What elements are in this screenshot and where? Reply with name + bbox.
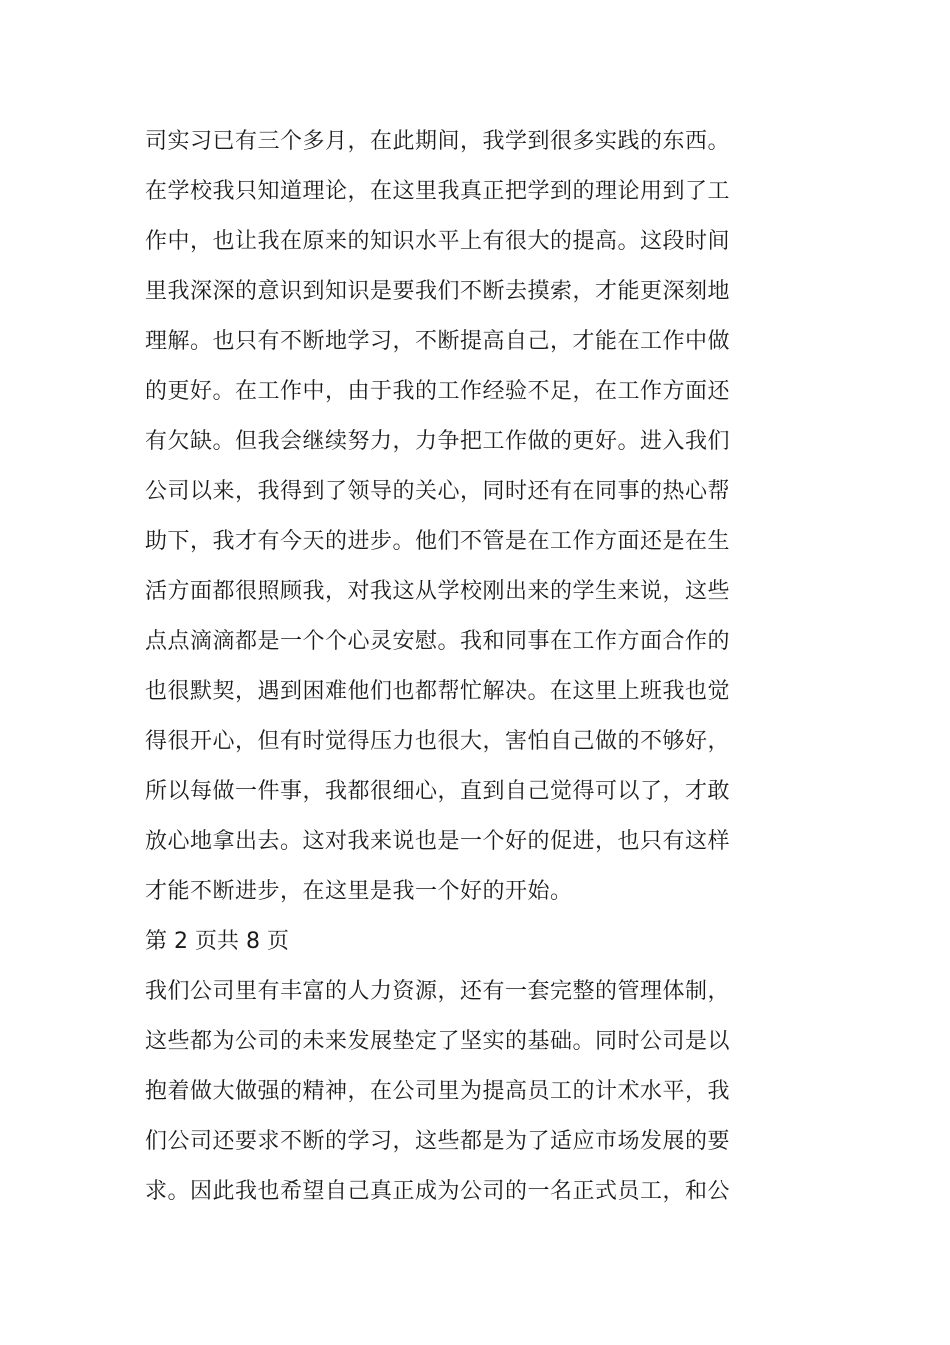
text-line: 得很开心，但有时觉得压力也很大，害怕自己做的不够好， [145, 729, 731, 754]
text-line: 点点滴滴都是一个个心灵安慰。我和同事在工作方面合作的 [145, 629, 731, 654]
text-line: 放心地拿出去。这对我来说也是一个好的促进，也只有这样 [145, 829, 731, 854]
text-line: 在学校我只知道理论，在这里我真正把学到的理论用到了工 [145, 179, 731, 204]
text-line: 抱着做大做强的精神，在公司里为提高员工的计术水平，我 [145, 1079, 731, 1104]
text-line: 的更好。在工作中，由于我的工作经验不足，在工作方面还 [145, 379, 731, 404]
text-line: 理解。也只有不断地学习，不断提高自己，才能在工作中做 [145, 329, 731, 354]
text-line: 才能不断进步，在这里是我一个好的开始。 [145, 879, 573, 904]
text-line: 们公司还要求不断的学习，这些都是为了适应市场发展的要 [145, 1129, 731, 1154]
page-indicator: 第 2 页共 8 页 [145, 929, 289, 954]
text-line: 里我深深的意识到知识是要我们不断去摸索，才能更深刻地 [145, 279, 731, 304]
text-line: 作中，也让我在原来的知识水平上有很大的提高。这段时间 [145, 229, 731, 254]
text-line: 有欠缺。但我会继续努力，力争把工作做的更好。进入我们 [145, 429, 731, 454]
text-line: 公司以来，我得到了领导的关心，同时还有在同事的热心帮 [145, 479, 731, 504]
text-line: 也很默契，遇到困难他们也都帮忙解决。在这里上班我也觉 [145, 679, 731, 704]
text-line: 活方面都很照顾我，对我这从学校刚出来的学生来说，这些 [145, 579, 731, 604]
text-line: 求。因此我也希望自己真正成为公司的一名正式员工，和公 [145, 1179, 731, 1204]
text-line: 这些都为公司的未来发展垫定了坚实的基础。同时公司是以 [145, 1029, 731, 1054]
text-line: 我们公司里有丰富的人力资源，还有一套完整的管理体制， [145, 979, 731, 1004]
text-line: 所以每做一件事，我都很细心，直到自己觉得可以了，才敢 [145, 779, 731, 804]
text-line: 司实习已有三个多月，在此期间，我学到很多实践的东西。 [145, 129, 731, 154]
text-line: 助下，我才有今天的进步。他们不管是在工作方面还是在生 [145, 529, 731, 554]
